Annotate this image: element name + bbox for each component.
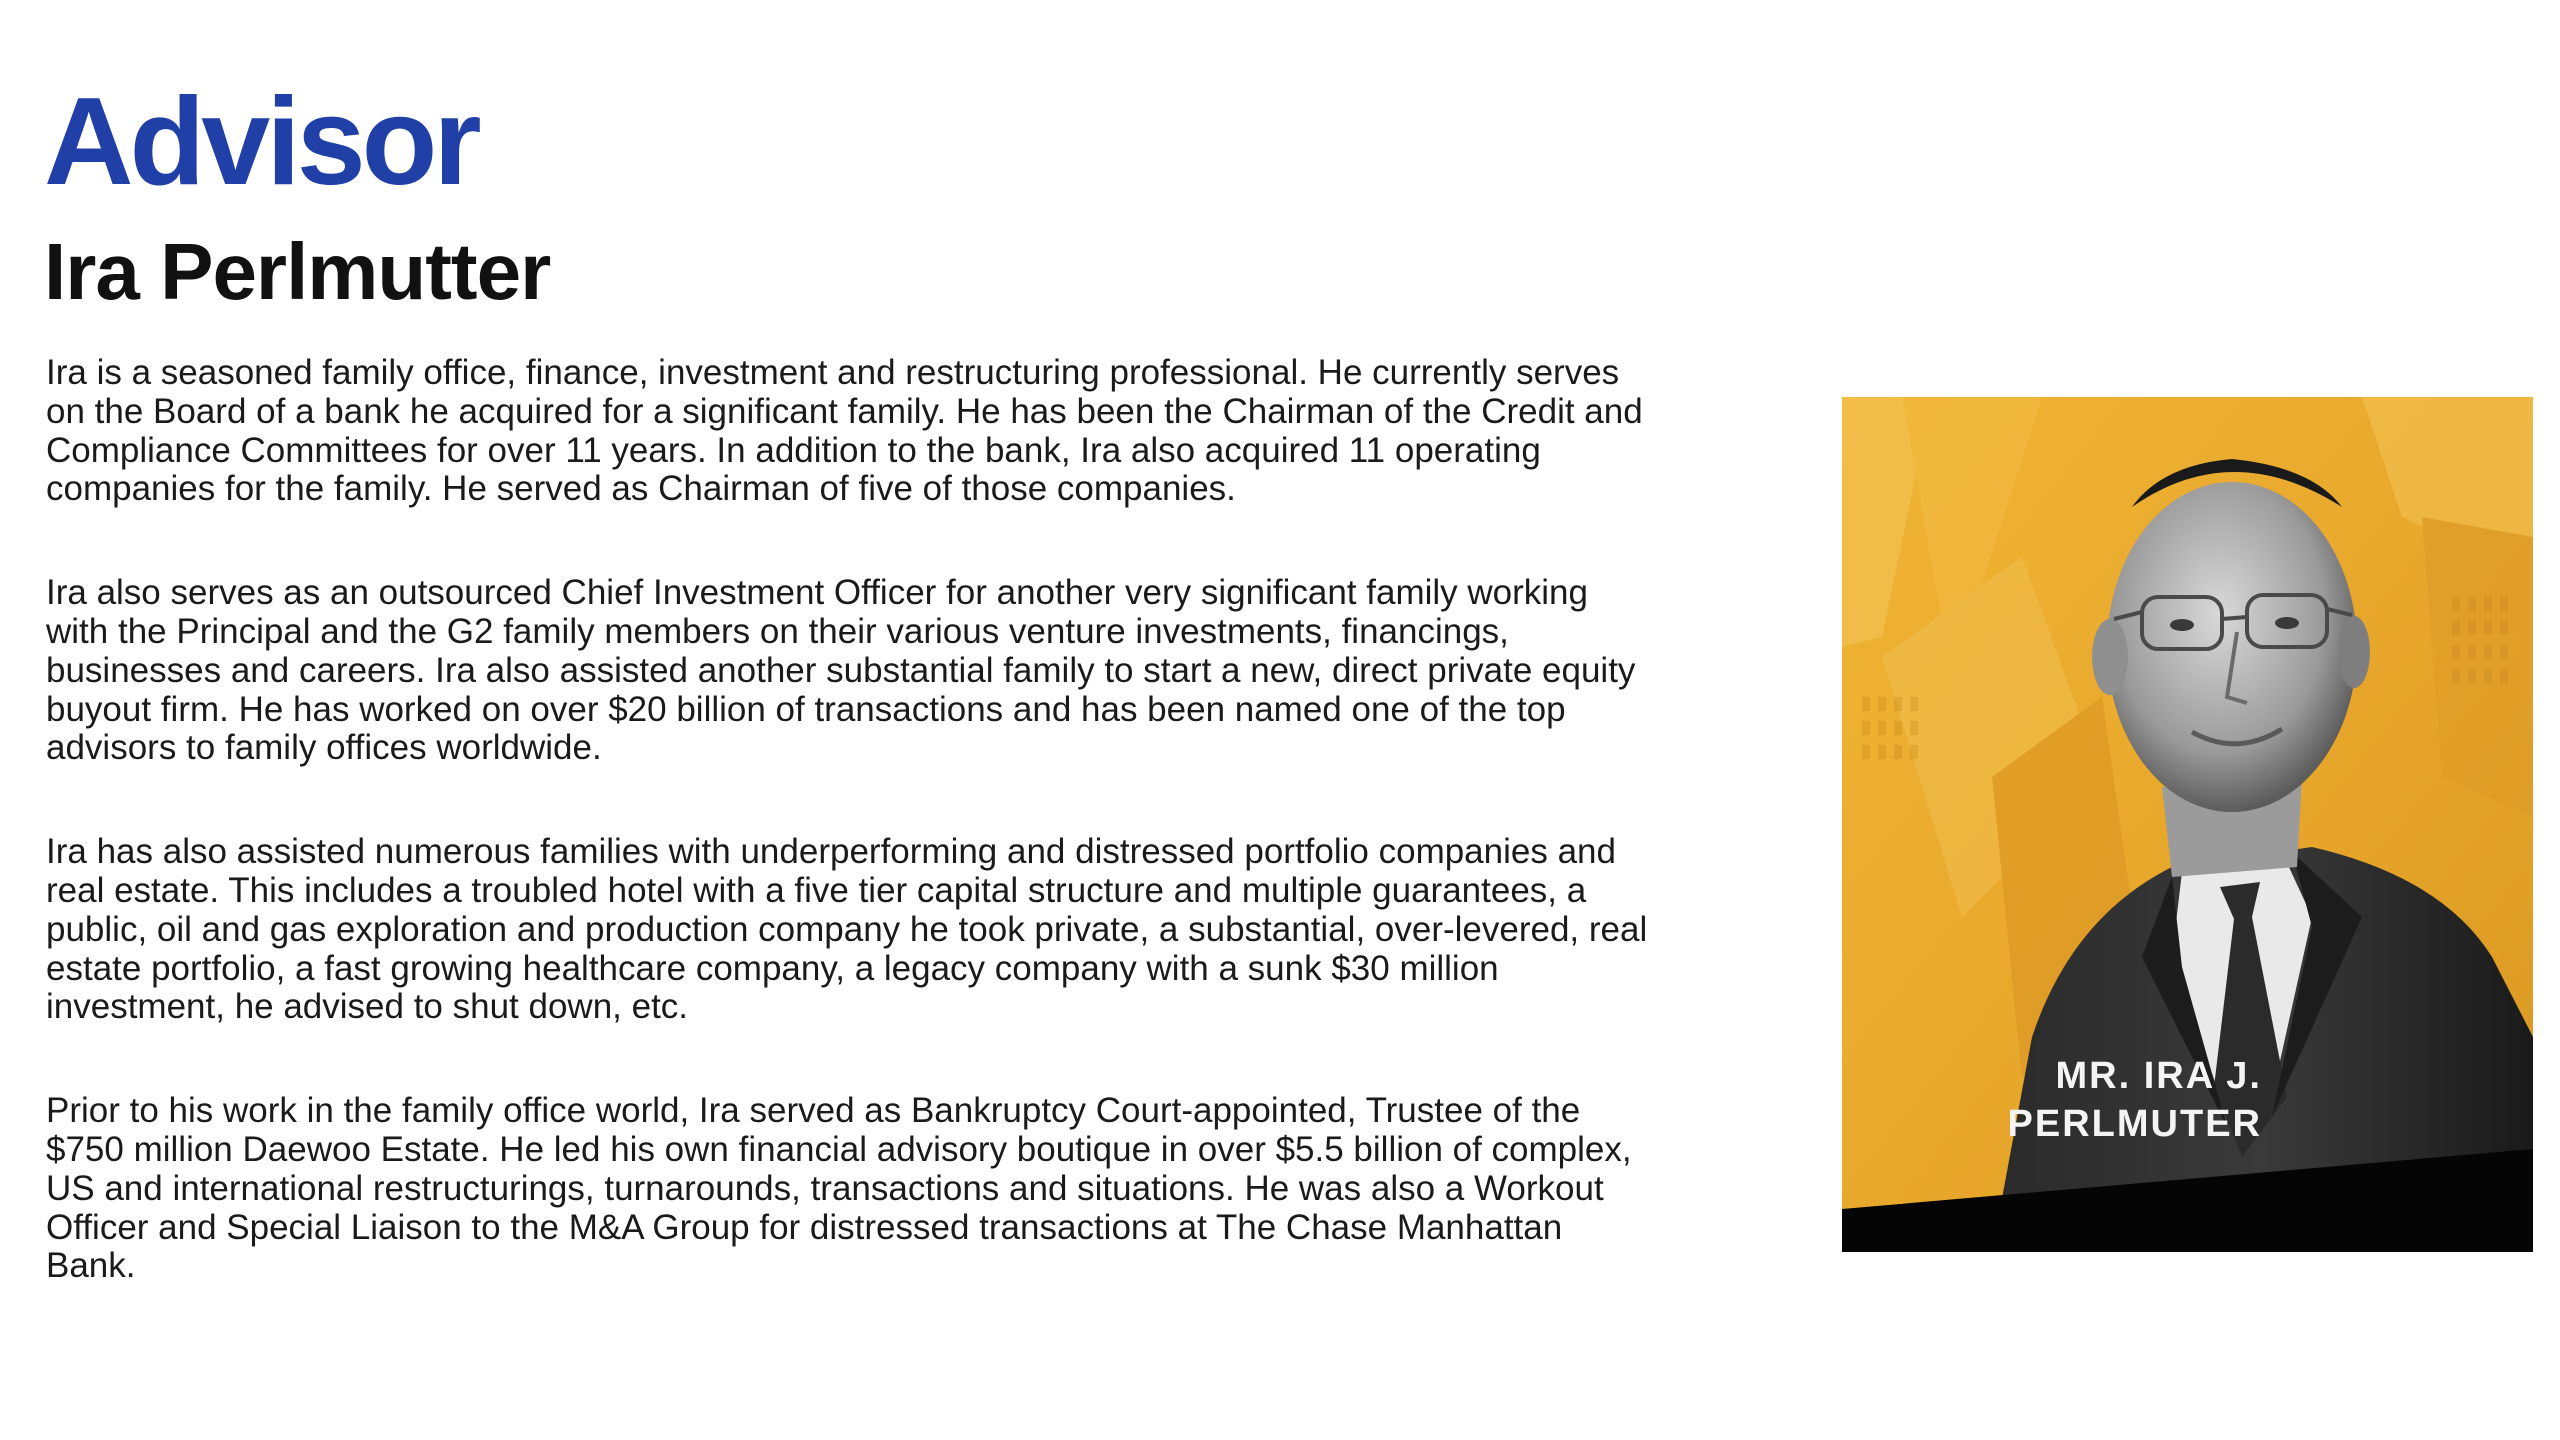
section-title: Advisor [44,73,478,211]
photo-caption-line-1: MR. IRA J. [2055,1055,2262,1097]
head [2107,482,2357,812]
advisor-portrait [1842,397,2533,1252]
photo-caption-line-2: PERLMUTER [2007,1103,2262,1145]
bio-paragraph-2: Ira also serves as an outsourced Chief Investment Officer for another very significant family working with the Principal and the G2 family members on their various venture investments, financings, businesses and careers. Ira also assisted another substantial family to start a new, direct private equity buyout firm. He has worked on over $20 billion of transactions and has been named one of the top advisors to family offices worldwide. [46,573,1636,768]
bio-paragraph-1: Ira is a seasoned family office, finance, investment and restructuring professional. He currently serves on the Board of a bank he acquired for a significant family. He has been the Chairman of the Credit and Compliance Committees for over 11 years. In addition to the bank, Ira also acquired 11 operating companies for the family. He served as Chairman of five of those companies. [46,353,1643,509]
photo-caption [1862,1052,2262,1148]
bio-text [46,354,1656,1351]
person-name: Ira Perlmutter [44,227,551,316]
bio-paragraph-4: Prior to his work in the family office world, Ira served as Bankruptcy Court-appointed, Trustee of the $750 million Daewoo Estate. He led his own financial advisory boutique in over $5.5 billion of complex, US and international restructurings, turnarounds, transactions and situations. He was also a Workout Officer and Special Liaison to the M&A Group for distressed transactions at The Chase Manhattan Bank. [46,1091,1632,1286]
bio-paragraph-3: Ira has also assisted numerous families with underperforming and distressed portfolio companies and real estate. This includes a troubled hotel with a five tier capital structure and multiple guarantees, a public, oil and gas exploration and production company he took private, a substantial, over-levered, real estate portfolio, a fast growing healthcare company, a legacy company with a sunk $30 million investment, he advised to shut down, etc. [46,832,1648,1027]
